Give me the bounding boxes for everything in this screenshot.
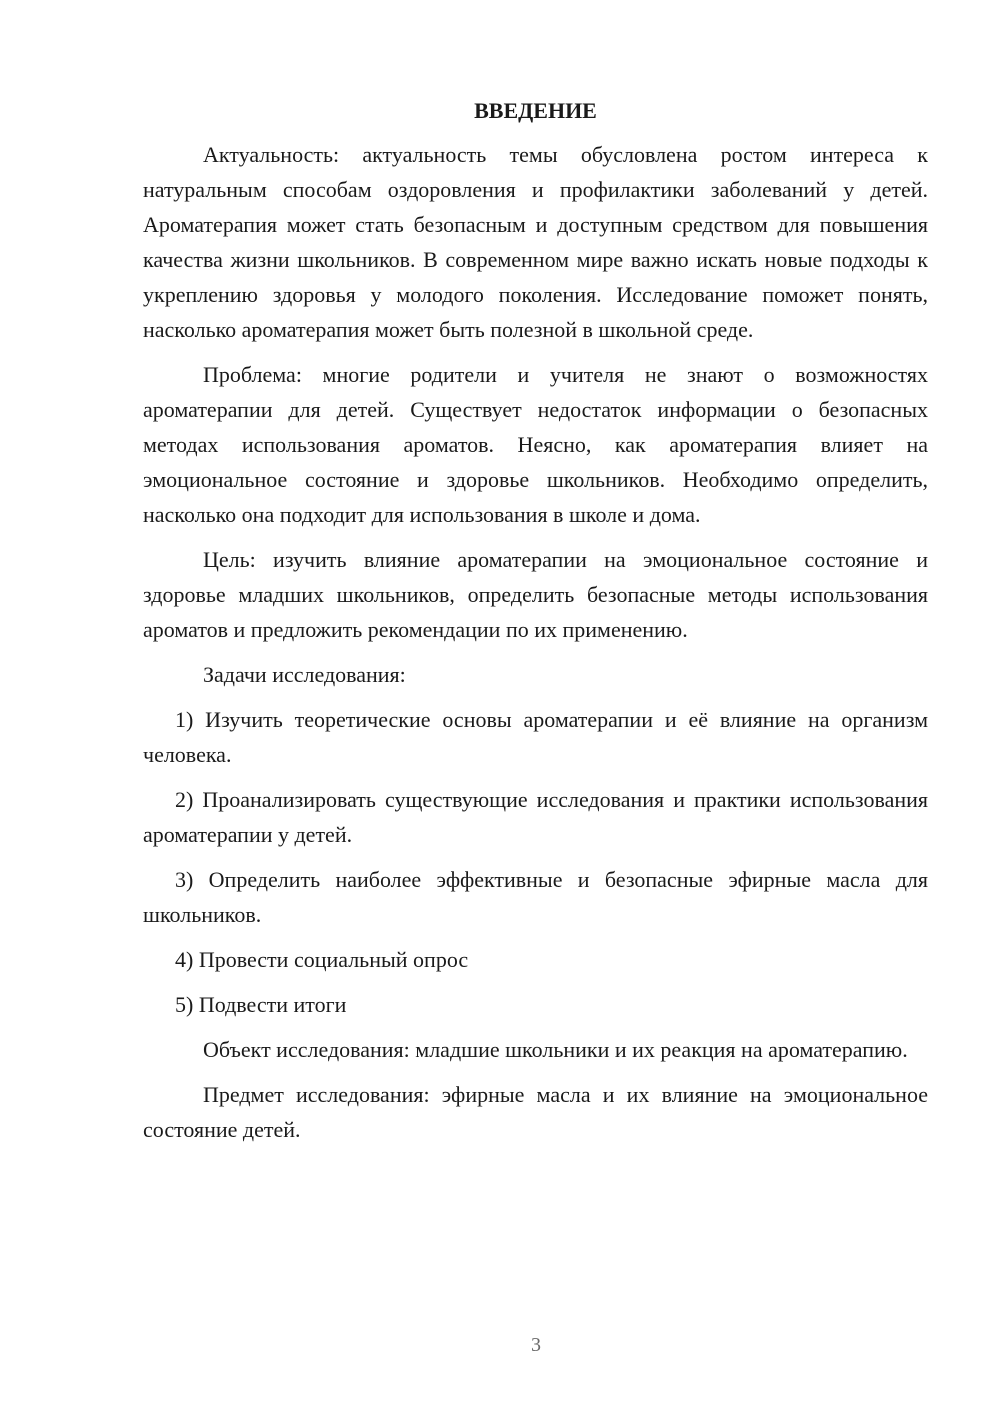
paragraph-problem: Проблема: многие родители и учителя не знают о возможностях ароматерапии для детей. Существует недостаток информации о безопасных методах использования ароматов. Неясно, как ароматерапия влияет на эмоциональное состояние и здоровье школьников. Необходимо определить, насколько она подходит для использования в школе и дома. [143,362,928,527]
task-item-5: 5) Подвести итоги [175,992,347,1017]
task-item-2: 2) Проанализировать существующие исследования и практики использования ароматерапии у детей. [143,787,928,847]
paragraph-relevance: Актуальность: актуальность темы обусловлена ростом интереса к натуральным способам оздоровления и профилактики заболеваний у детей. Ароматерапия может стать безопасным и доступным средством для повышения качества жизни школьников. В современном мире важно искать новые подходы к укреплению здоровья у молодого поколения. Исследование поможет понять, насколько ароматерапия может быть полезной в школьной среде. [143,142,928,342]
page-number: 3 [531,1334,541,1356]
tasks-heading: Задачи исследования: [203,662,406,687]
paragraph-subject: Предмет исследования: эфирные масла и их влияние на эмоциональное состояние детей. [143,1082,928,1142]
task-item-3: 3) Определить наиболее эффективные и безопасные эфирные масла для школьников. [143,867,928,927]
page-title: ВВЕДЕНИЕ [474,98,597,123]
task-item-1: 1) Изучить теоретические основы ароматерапии и её влияние на организм человека. [143,707,928,767]
page-content [143,95,928,1147]
task-item-4: 4) Провести социальный опрос [175,947,469,972]
paragraph-object: Объект исследования: младшие школьники и их реакция на ароматерапию. [203,1037,908,1062]
paragraph-goal: Цель: изучить влияние ароматерапии на эмоциональное состояние и здоровье младших школьников, определить безопасные методы использования ароматов и предложить рекомендации по их применению. [143,547,928,642]
